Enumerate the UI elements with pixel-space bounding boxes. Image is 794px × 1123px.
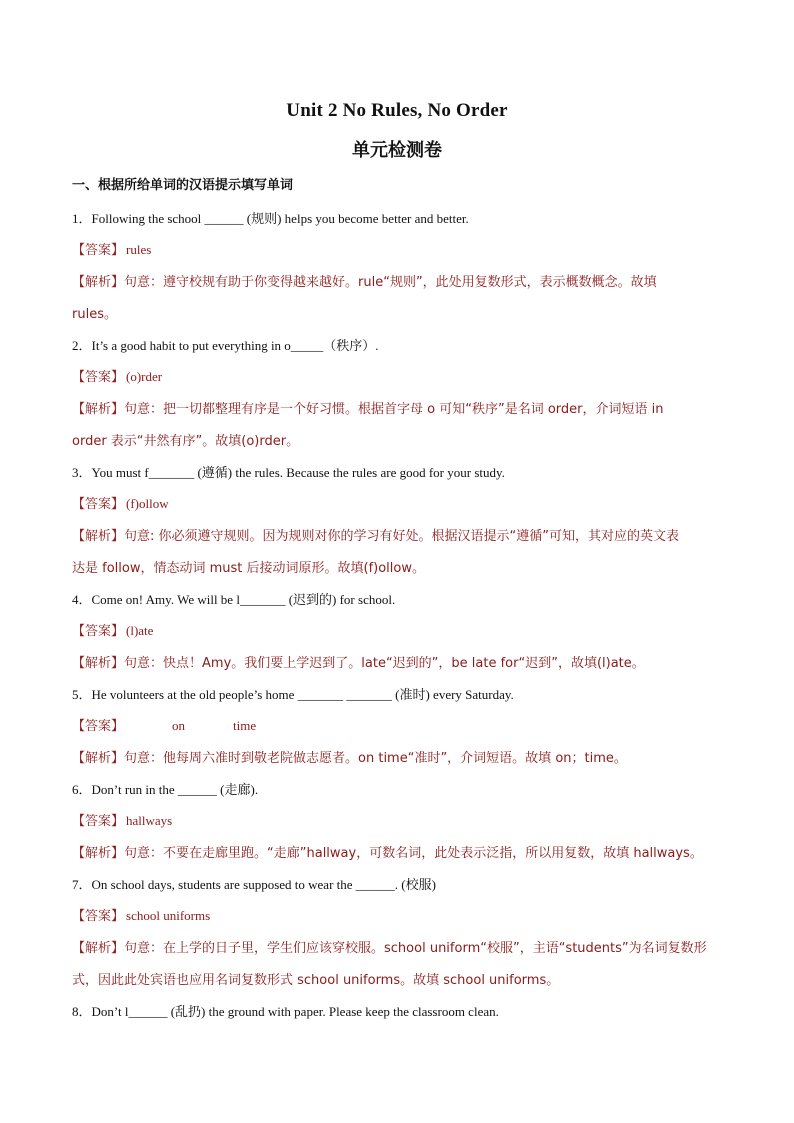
question-4: 4．Come on! Amy. We will be l_______ (迟到的) for school. [72,592,396,607]
answer-3 [72,488,722,520]
explanation-tag: 【解析】 [72,941,125,956]
question-3: 3．You must f_______ (遵循) the rules. Because the rules are good for your study. [72,465,505,480]
explanation-3 [72,520,722,552]
explanation-tag: 【解析】 [72,656,125,671]
answer-5 [72,710,722,742]
answer-6 [72,805,722,837]
answer-tag: 【答案】 [72,243,125,258]
answer-value: (l)ate [126,623,154,638]
page-subtitle: 单元检测卷 [352,140,442,161]
answer-value: on [172,718,186,733]
explanation-1 [72,266,722,298]
question-7: 7．On school days, students are supposed to wear the ______. (校服) [72,877,436,892]
question-5: 5．He volunteers at the old people’s home _______ _______ (准时) every Saturday. [72,687,514,702]
explanation-3-cont [72,552,722,584]
answer-2 [72,361,722,393]
explanation-tag: 【解析】 [72,402,125,417]
explanation-2-cont [72,425,722,457]
question-8: 8．Don’t l______ (乱扔) the ground with paper. Please keep the classroom clean. [72,1004,499,1019]
answer-value: rules [126,242,152,257]
explanation-tag: 【解析】 [72,275,125,290]
explanation-text: 句意：遵守校规有助于你变得越来越好。rule“规则”，此处用复数形式，表示概数概念。故填 [124,275,657,290]
answer-tag: 【答案】 [72,497,125,512]
explanation-4 [72,647,722,679]
explanation-text: 句意：在上学的日子里，学生们应该穿校服。school uniform“校服”，主语“students”为名词复数形 [124,941,707,956]
answer-value: (o)rder [126,369,163,384]
explanation-7 [72,932,722,964]
explanation-6 [72,837,722,869]
explanation-text: 式，因此此处宾语也应用名词复数形式 school uniforms。故填 school uniforms。 [72,973,560,988]
explanation-text: 达是 follow，情态动词 must 后接动词原形。故填(f)ollow。 [72,561,425,576]
answer-1 [72,234,722,266]
answer-7 [72,900,722,932]
answer-4 [72,615,722,647]
answer-tag: 【答案】 [72,909,125,924]
explanation-5 [72,742,722,774]
explanation-1-cont [72,298,722,330]
explanation-tag: 【解析】 [72,846,125,861]
answer-tag: 【答案】 [72,814,125,829]
answer-value: hallways [126,813,173,828]
explanation-text: 句意: 你必须遵守规则。因为规则对你的学习有好处。根据汉语提示“遵循”可知，其对应的英文表 [124,529,679,544]
question-2: 2．It’s a good habit to put everything in o_____（秩序）. [72,338,379,353]
page-title: Unit 2 No Rules, No Order [286,100,508,121]
question-6: 6．Don’t run in the ______ (走廊). [72,782,259,797]
explanation-text: 句意：快点！Amy。我们要上学迟到了。late“迟到的”，be late for“迟到”，故填(l)ate。 [124,656,645,671]
explanation-text: 句意：不要在走廊里跑。“走廊”hallway，可数名词，此处表示泛指，所以用复数，故填 hallways。 [124,846,703,861]
explanation-text: 句意：把一切都整理有序是一个好习惯。根据首字母 o 可知“秩序”是名词 order，介词短语 in [124,402,664,417]
explanation-2 [72,393,722,425]
answer-value: school uniforms [126,908,211,923]
answer-value-2: time [233,718,257,733]
explanation-text: 句意：他每周六准时到敬老院做志愿者。on time“准时”，介词短语。故填 on；time。 [124,751,627,766]
question-1: 1．Following the school ______ (规则) helps you become better and better. [72,211,469,226]
explanation-7-cont [72,964,722,996]
answer-value: (f)ollow [126,496,169,511]
answer-tag: 【答案】 [72,370,125,385]
explanation-text: order 表示“井然有序”。故填(o)rder。 [72,434,300,449]
section-heading: 一、根据所给单词的汉语提示填写单词 [72,178,294,193]
document-page [72,100,722,1027]
answer-tag: 【答案】 [72,624,125,639]
explanation-text: rules。 [72,307,117,322]
answer-tag: 【答案】 [72,719,125,734]
explanation-tag: 【解析】 [72,751,125,766]
explanation-tag: 【解析】 [72,529,125,544]
